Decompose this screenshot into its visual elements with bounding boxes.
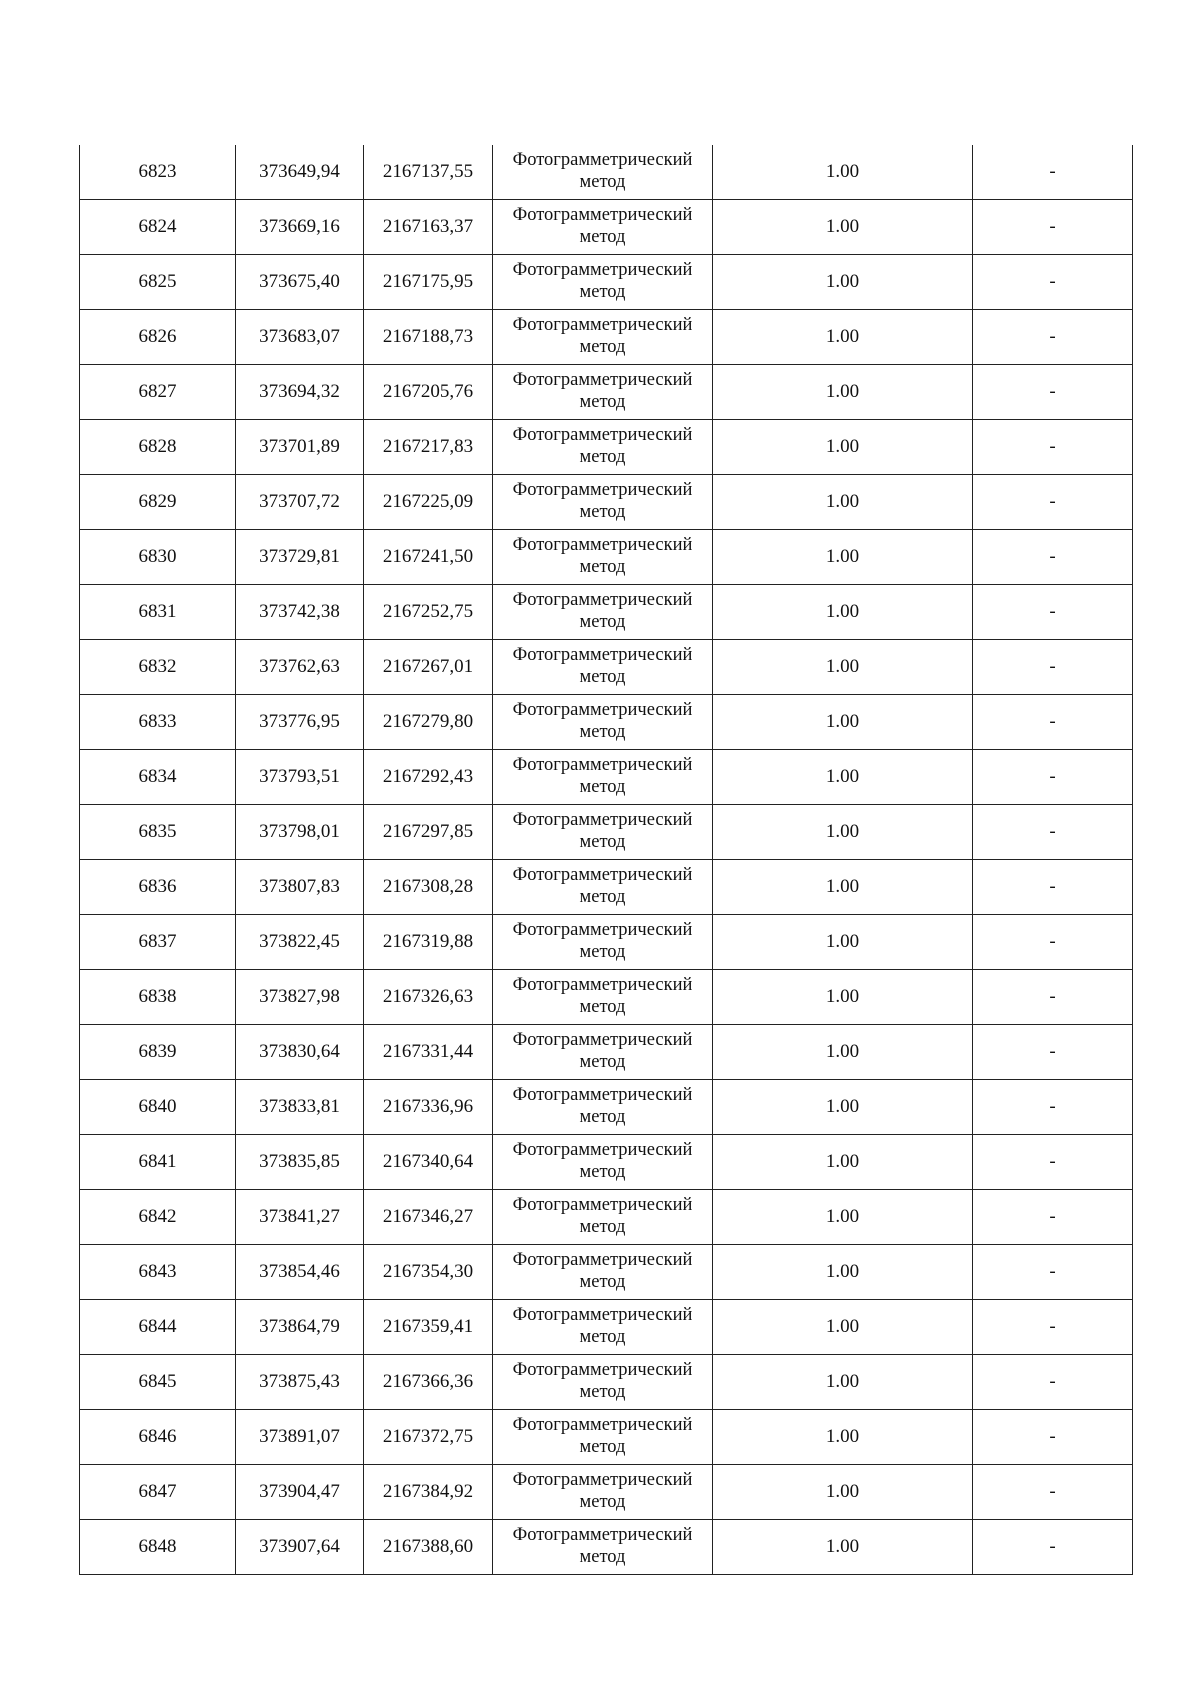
method-cell: Фотограмметрический метод <box>493 640 713 695</box>
point-number-cell: 6836 <box>80 860 236 915</box>
point-number-cell: 6827 <box>80 365 236 420</box>
table-row <box>80 1355 1133 1410</box>
point-number-cell: 6825 <box>80 255 236 310</box>
table-body <box>80 145 1133 1575</box>
method-cell: Фотограмметрический метод <box>493 585 713 640</box>
accuracy-cell: 1.00 <box>713 750 973 805</box>
accuracy-cell: 1.00 <box>713 1300 973 1355</box>
method-cell: Фотограмметрический метод <box>493 1190 713 1245</box>
note-cell: - <box>973 860 1133 915</box>
point-number-cell: 6832 <box>80 640 236 695</box>
note-cell: - <box>973 750 1133 805</box>
accuracy-cell: 1.00 <box>713 475 973 530</box>
y-coordinate-cell: 2167331,44 <box>364 1025 493 1080</box>
x-coordinate-cell: 373833,81 <box>236 1080 364 1135</box>
x-coordinate-cell: 373841,27 <box>236 1190 364 1245</box>
accuracy-cell: 1.00 <box>713 1190 973 1245</box>
x-coordinate-cell: 373798,01 <box>236 805 364 860</box>
method-cell: Фотограмметрический метод <box>493 860 713 915</box>
table-row <box>80 1520 1133 1575</box>
note-cell: - <box>973 970 1133 1025</box>
method-cell: Фотограмметрический метод <box>493 1300 713 1355</box>
y-coordinate-cell: 2167241,50 <box>364 530 493 585</box>
table-row <box>80 1465 1133 1520</box>
method-cell: Фотограмметрический метод <box>493 750 713 805</box>
point-number-cell: 6833 <box>80 695 236 750</box>
x-coordinate-cell: 373776,95 <box>236 695 364 750</box>
point-number-cell: 6843 <box>80 1245 236 1300</box>
method-cell: Фотограмметрический метод <box>493 475 713 530</box>
table-row <box>80 1080 1133 1135</box>
y-coordinate-cell: 2167225,09 <box>364 475 493 530</box>
y-coordinate-cell: 2167319,88 <box>364 915 493 970</box>
method-cell: Фотограмметрический метод <box>493 1025 713 1080</box>
method-cell: Фотограмметрический метод <box>493 805 713 860</box>
method-cell: Фотограмметрический метод <box>493 1355 713 1410</box>
point-number-cell: 6841 <box>80 1135 236 1190</box>
x-coordinate-cell: 373793,51 <box>236 750 364 805</box>
method-cell: Фотограмметрический метод <box>493 970 713 1025</box>
y-coordinate-cell: 2167175,95 <box>364 255 493 310</box>
point-number-cell: 6846 <box>80 1410 236 1465</box>
y-coordinate-cell: 2167267,01 <box>364 640 493 695</box>
x-coordinate-cell: 373707,72 <box>236 475 364 530</box>
x-coordinate-cell: 373669,16 <box>236 200 364 255</box>
x-coordinate-cell: 373762,63 <box>236 640 364 695</box>
note-cell: - <box>973 1190 1133 1245</box>
y-coordinate-cell: 2167137,55 <box>364 145 493 200</box>
accuracy-cell: 1.00 <box>713 1520 973 1575</box>
table-row <box>80 1410 1133 1465</box>
x-coordinate-cell: 373827,98 <box>236 970 364 1025</box>
accuracy-cell: 1.00 <box>713 1355 973 1410</box>
table-row <box>80 1135 1133 1190</box>
point-number-cell: 6837 <box>80 915 236 970</box>
accuracy-cell: 1.00 <box>713 1410 973 1465</box>
x-coordinate-cell: 373701,89 <box>236 420 364 475</box>
table-row <box>80 530 1133 585</box>
point-number-cell: 6840 <box>80 1080 236 1135</box>
accuracy-cell: 1.00 <box>713 585 973 640</box>
accuracy-cell: 1.00 <box>713 145 973 200</box>
x-coordinate-cell: 373694,32 <box>236 365 364 420</box>
y-coordinate-cell: 2167326,63 <box>364 970 493 1025</box>
point-number-cell: 6823 <box>80 145 236 200</box>
method-cell: Фотограмметрический метод <box>493 145 713 200</box>
y-coordinate-cell: 2167340,64 <box>364 1135 493 1190</box>
y-coordinate-cell: 2167366,36 <box>364 1355 493 1410</box>
note-cell: - <box>973 1355 1133 1410</box>
note-cell: - <box>973 255 1133 310</box>
accuracy-cell: 1.00 <box>713 1245 973 1300</box>
method-cell: Фотограмметрический метод <box>493 420 713 475</box>
table-row <box>80 255 1133 310</box>
table-row <box>80 365 1133 420</box>
point-number-cell: 6824 <box>80 200 236 255</box>
note-cell: - <box>973 365 1133 420</box>
note-cell: - <box>973 530 1133 585</box>
method-cell: Фотограмметрический метод <box>493 310 713 365</box>
note-cell: - <box>973 1410 1133 1465</box>
accuracy-cell: 1.00 <box>713 1135 973 1190</box>
note-cell: - <box>973 695 1133 750</box>
note-cell: - <box>973 915 1133 970</box>
y-coordinate-cell: 2167372,75 <box>364 1410 493 1465</box>
coordinates-table <box>79 145 1133 1575</box>
table-row <box>80 1300 1133 1355</box>
table-row <box>80 640 1133 695</box>
table-row <box>80 145 1133 200</box>
accuracy-cell: 1.00 <box>713 805 973 860</box>
accuracy-cell: 1.00 <box>713 860 973 915</box>
y-coordinate-cell: 2167384,92 <box>364 1465 493 1520</box>
method-cell: Фотограмметрический метод <box>493 530 713 585</box>
y-coordinate-cell: 2167354,30 <box>364 1245 493 1300</box>
x-coordinate-cell: 373830,64 <box>236 1025 364 1080</box>
x-coordinate-cell: 373742,38 <box>236 585 364 640</box>
note-cell: - <box>973 805 1133 860</box>
accuracy-cell: 1.00 <box>713 695 973 750</box>
note-cell: - <box>973 1025 1133 1080</box>
accuracy-cell: 1.00 <box>713 640 973 695</box>
method-cell: Фотограмметрический метод <box>493 255 713 310</box>
x-coordinate-cell: 373875,43 <box>236 1355 364 1410</box>
y-coordinate-cell: 2167205,76 <box>364 365 493 420</box>
point-number-cell: 6844 <box>80 1300 236 1355</box>
point-number-cell: 6848 <box>80 1520 236 1575</box>
point-number-cell: 6842 <box>80 1190 236 1245</box>
accuracy-cell: 1.00 <box>713 1080 973 1135</box>
y-coordinate-cell: 2167163,37 <box>364 200 493 255</box>
accuracy-cell: 1.00 <box>713 530 973 585</box>
note-cell: - <box>973 1080 1133 1135</box>
point-number-cell: 6828 <box>80 420 236 475</box>
x-coordinate-cell: 373807,83 <box>236 860 364 915</box>
y-coordinate-cell: 2167308,28 <box>364 860 493 915</box>
method-cell: Фотограмметрический метод <box>493 695 713 750</box>
method-cell: Фотограмметрический метод <box>493 1245 713 1300</box>
x-coordinate-cell: 373729,81 <box>236 530 364 585</box>
point-number-cell: 6834 <box>80 750 236 805</box>
note-cell: - <box>973 1245 1133 1300</box>
point-number-cell: 6838 <box>80 970 236 1025</box>
x-coordinate-cell: 373864,79 <box>236 1300 364 1355</box>
note-cell: - <box>973 420 1133 475</box>
note-cell: - <box>973 1465 1133 1520</box>
accuracy-cell: 1.00 <box>713 1025 973 1080</box>
method-cell: Фотограмметрический метод <box>493 1080 713 1135</box>
point-number-cell: 6830 <box>80 530 236 585</box>
note-cell: - <box>973 585 1133 640</box>
method-cell: Фотограмметрический метод <box>493 1520 713 1575</box>
table-row <box>80 805 1133 860</box>
accuracy-cell: 1.00 <box>713 915 973 970</box>
method-cell: Фотограмметрический метод <box>493 1135 713 1190</box>
note-cell: - <box>973 200 1133 255</box>
table-row <box>80 1025 1133 1080</box>
method-cell: Фотограмметрический метод <box>493 365 713 420</box>
table-row <box>80 1245 1133 1300</box>
accuracy-cell: 1.00 <box>713 255 973 310</box>
y-coordinate-cell: 2167279,80 <box>364 695 493 750</box>
table-row <box>80 970 1133 1025</box>
note-cell: - <box>973 640 1133 695</box>
table-row <box>80 860 1133 915</box>
note-cell: - <box>973 1300 1133 1355</box>
x-coordinate-cell: 373649,94 <box>236 145 364 200</box>
y-coordinate-cell: 2167297,85 <box>364 805 493 860</box>
accuracy-cell: 1.00 <box>713 200 973 255</box>
x-coordinate-cell: 373822,45 <box>236 915 364 970</box>
y-coordinate-cell: 2167252,75 <box>364 585 493 640</box>
x-coordinate-cell: 373891,07 <box>236 1410 364 1465</box>
table-row <box>80 750 1133 805</box>
point-number-cell: 6839 <box>80 1025 236 1080</box>
point-number-cell: 6847 <box>80 1465 236 1520</box>
note-cell: - <box>973 310 1133 365</box>
y-coordinate-cell: 2167336,96 <box>364 1080 493 1135</box>
point-number-cell: 6829 <box>80 475 236 530</box>
table-row <box>80 310 1133 365</box>
x-coordinate-cell: 373904,47 <box>236 1465 364 1520</box>
point-number-cell: 6835 <box>80 805 236 860</box>
x-coordinate-cell: 373835,85 <box>236 1135 364 1190</box>
table-row <box>80 420 1133 475</box>
table-row <box>80 200 1133 255</box>
accuracy-cell: 1.00 <box>713 310 973 365</box>
note-cell: - <box>973 1135 1133 1190</box>
table-row <box>80 585 1133 640</box>
x-coordinate-cell: 373854,46 <box>236 1245 364 1300</box>
note-cell: - <box>973 1520 1133 1575</box>
y-coordinate-cell: 2167359,41 <box>364 1300 493 1355</box>
accuracy-cell: 1.00 <box>713 365 973 420</box>
y-coordinate-cell: 2167217,83 <box>364 420 493 475</box>
x-coordinate-cell: 373675,40 <box>236 255 364 310</box>
accuracy-cell: 1.00 <box>713 420 973 475</box>
method-cell: Фотограмметрический метод <box>493 1465 713 1520</box>
y-coordinate-cell: 2167346,27 <box>364 1190 493 1245</box>
accuracy-cell: 1.00 <box>713 1465 973 1520</box>
y-coordinate-cell: 2167188,73 <box>364 310 493 365</box>
method-cell: Фотограмметрический метод <box>493 200 713 255</box>
note-cell: - <box>973 145 1133 200</box>
point-number-cell: 6845 <box>80 1355 236 1410</box>
note-cell: - <box>973 475 1133 530</box>
y-coordinate-cell: 2167292,43 <box>364 750 493 805</box>
accuracy-cell: 1.00 <box>713 970 973 1025</box>
point-number-cell: 6826 <box>80 310 236 365</box>
method-cell: Фотограмметрический метод <box>493 915 713 970</box>
table-row <box>80 1190 1133 1245</box>
x-coordinate-cell: 373907,64 <box>236 1520 364 1575</box>
y-coordinate-cell: 2167388,60 <box>364 1520 493 1575</box>
x-coordinate-cell: 373683,07 <box>236 310 364 365</box>
point-number-cell: 6831 <box>80 585 236 640</box>
method-cell: Фотограмметрический метод <box>493 1410 713 1465</box>
table-row <box>80 695 1133 750</box>
table-row <box>80 915 1133 970</box>
table-row <box>80 475 1133 530</box>
